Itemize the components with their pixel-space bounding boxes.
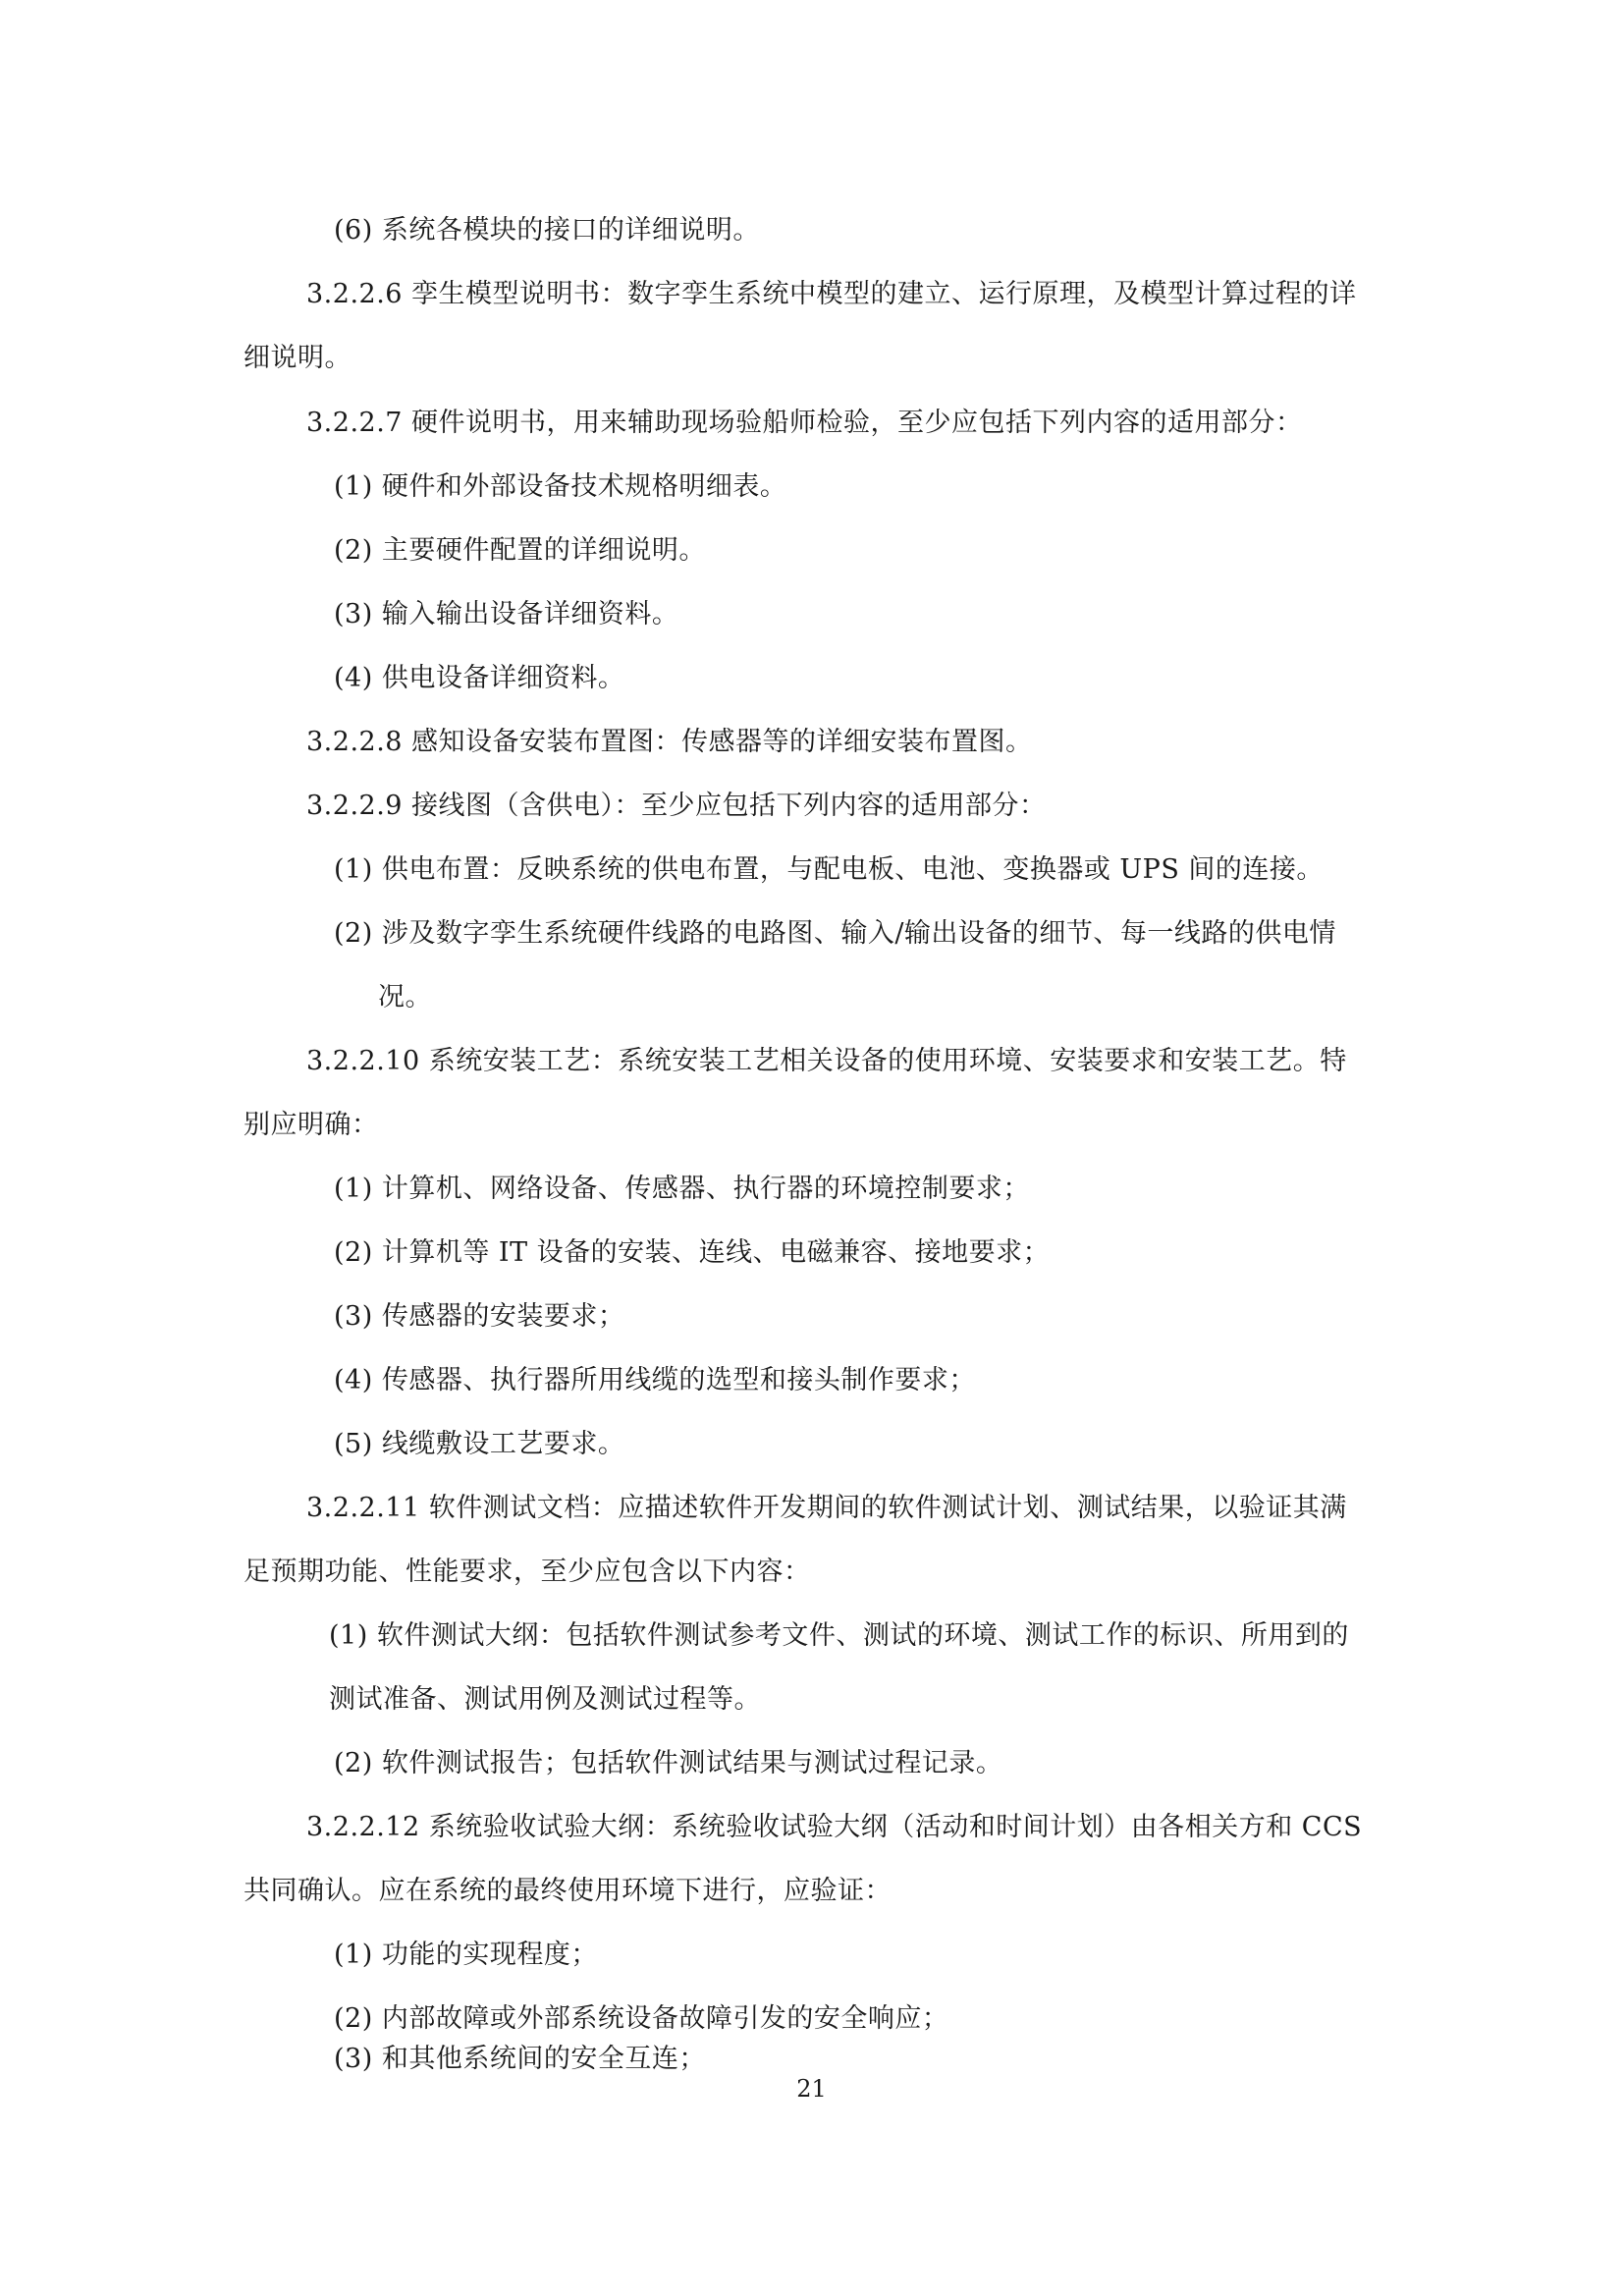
clause-3-2-2-6: 3.2.2.6 孪生模型说明书：数字孪生系统中模型的建立、运行原理，及模型计算过程的详 [306, 279, 1357, 309]
clause-3-2-2-9: 3.2.2.9 接线图（含供电）：至少应包括下列内容的适用部分： [306, 791, 1047, 821]
list-item-2-safety-response: (2) 内部故障或外部系统设备故障引发的安全响应； [334, 2003, 949, 2034]
list-item-1-function-realization: (1) 功能的实现程度； [334, 1940, 598, 1970]
page-number: 21 [796, 2075, 827, 2103]
list-item-3-sensor-installation: (3) 传感器的安装要求； [334, 1301, 625, 1332]
clause-3-2-2-8: 3.2.2.8 感知设备安装布置图：传感器等的详细安装布置图。 [306, 727, 1033, 757]
list-item-3-safe-interconnection: (3) 和其他系统间的安全互连； [334, 2044, 706, 2074]
list-item-4-power-devices: (4) 供电设备详细资料。 [334, 663, 625, 693]
clause-3-2-2-11: 3.2.2.11 软件测试文档：应描述软件开发期间的软件测试计划、测试结果，以验证其满 [306, 1493, 1347, 1523]
clause-3-2-2-12-continued: 共同确认。应在系统的最终使用环境下进行，应验证： [243, 1876, 892, 1906]
clause-3-2-2-11-continued: 足预期功能、性能要求，至少应包含以下内容： [243, 1557, 811, 1587]
list-item-1-test-outline-continued: 测试准备、测试用例及测试过程等。 [329, 1684, 761, 1715]
clause-3-2-2-10: 3.2.2.10 系统安装工艺：系统安装工艺相关设备的使用环境、安装要求和安装工艺。特 [306, 1046, 1347, 1076]
list-item-3-io-devices: (3) 输入输出设备详细资料。 [334, 599, 679, 629]
list-item-2-circuit-diagram: (2) 涉及数字孪生系统硬件线路的电路图、输入/输出设备的细节、每一线路的供电情 [334, 918, 1336, 949]
list-item-2-hardware-config: (2) 主要硬件配置的详细说明。 [334, 535, 706, 566]
list-item-2-it-installation: (2) 计算机等 IT 设备的安装、连线、电磁兼容、接地要求； [334, 1237, 1051, 1268]
clause-3-2-2-6-continued: 细说明。 [243, 343, 352, 373]
list-item-1-power-layout: (1) 供电布置：反映系统的供电布置，与配电板、电池、变换器或 UPS 间的连接。 [334, 854, 1324, 885]
clause-3-2-2-7: 3.2.2.7 硬件说明书，用来辅助现场验船师检验，至少应包括下列内容的适用部分： [306, 408, 1303, 438]
list-item-4-cable-selection: (4) 传感器、执行器所用线缆的选型和接头制作要求； [334, 1365, 976, 1395]
list-item-1-test-outline: (1) 软件测试大纲：包括软件测试参考文件、测试的环境、测试工作的标识、所用到的 [329, 1620, 1349, 1651]
list-item-2-circuit-diagram-continued: 况。 [378, 982, 432, 1012]
list-item-6-module-interfaces: (6) 系统各模块的接口的详细说明。 [334, 215, 760, 246]
list-item-5-cable-laying: (5) 线缆敷设工艺要求。 [334, 1429, 625, 1459]
clause-3-2-2-12: 3.2.2.12 系统验收试验大纲：系统验收试验大纲（活动和时间计划）由各相关方和 CCS [306, 1812, 1363, 1842]
list-item-2-test-report: (2) 软件测试报告；包括软件测试结果与测试过程记录。 [334, 1748, 1003, 1778]
list-item-1-environment-control: (1) 计算机、网络设备、传感器、执行器的环境控制要求； [334, 1174, 1030, 1204]
list-item-1-hardware-specs: (1) 硬件和外部设备技术规格明细表。 [334, 471, 787, 502]
clause-3-2-2-10-continued: 别应明确： [243, 1110, 379, 1140]
